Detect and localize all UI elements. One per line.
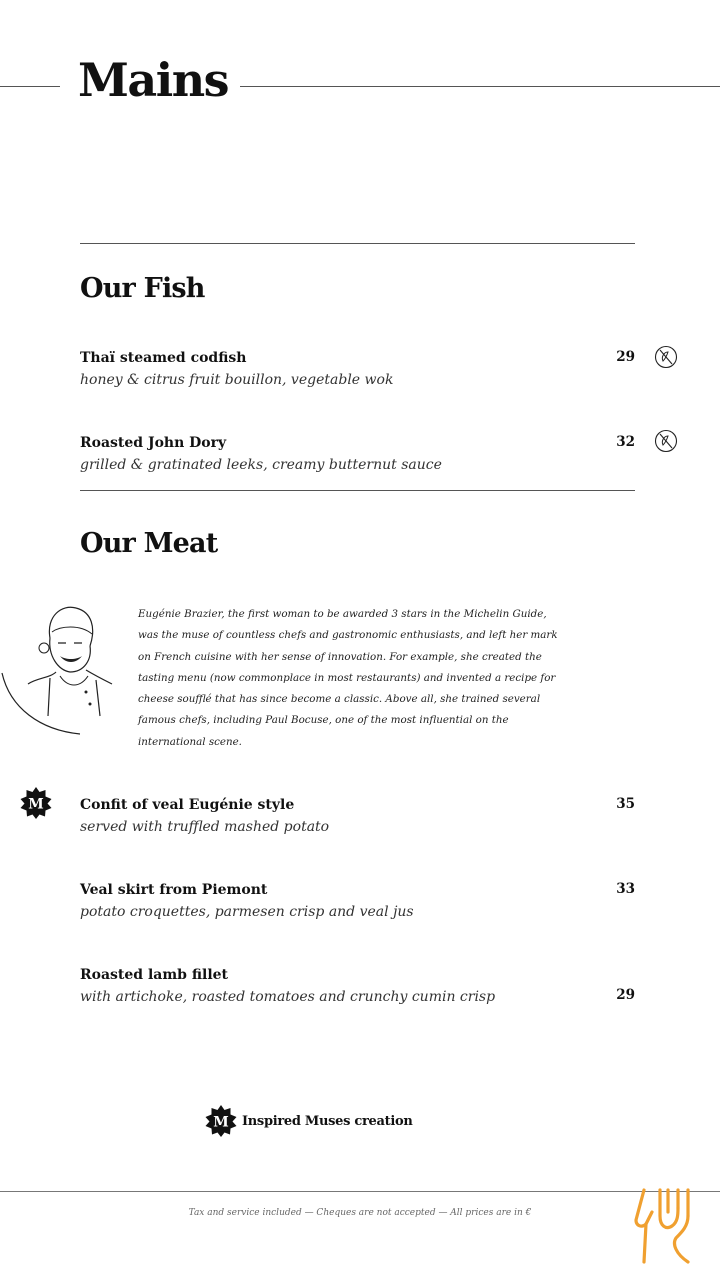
dish-name: Thaï steamed codfish bbox=[80, 350, 247, 366]
eugenie-brazier-portrait bbox=[0, 598, 140, 738]
dish-description: with artichoke, roasted tomatoes and crunchy cumin crisp bbox=[80, 989, 496, 1005]
gluten-free-icon bbox=[654, 429, 678, 453]
meat-dish-2 bbox=[80, 881, 660, 921]
meat-dish-3 bbox=[80, 966, 660, 1006]
badge-letter: M bbox=[213, 1114, 229, 1131]
muses-badge-icon bbox=[20, 787, 52, 819]
footer-rule bbox=[0, 1191, 720, 1192]
dish-description: potato croquettes, parmesen crisp and veal jus bbox=[80, 904, 414, 920]
dish-name: Roasted John Dory bbox=[80, 435, 227, 451]
dish-price: 29 bbox=[616, 987, 635, 1003]
badge-letter: M bbox=[28, 796, 44, 813]
meat-dish-1 bbox=[80, 796, 660, 836]
dish-name: Confit of veal Eugénie style bbox=[80, 797, 295, 813]
eugenie-story: Eugénie Brazier, the first woman to be awarded 3 stars in the Michelin Guide, was the muse of countless chefs and gastronomic enthusiasts, and left her mark on French cuisine with her sense of innovation. For example, she created the tasting menu (now commonplace in most restaurants) and invented a recipe for cheese soufflé that has since become a classic. Above all, she trained several famous chefs, including Paul Bocuse, one of the most influential on the international scene. bbox=[138, 608, 558, 748]
footer-note: Tax and service included — Cheques are not accepted — All prices are in € bbox=[188, 1208, 532, 1218]
dish-description: served with truffled mashed potato bbox=[80, 819, 330, 835]
dish-description: grilled & gratinated leeks, creamy butternut sauce bbox=[80, 457, 442, 473]
dish-price: 35 bbox=[616, 796, 635, 812]
muses-badge-icon bbox=[205, 1105, 237, 1137]
dish-description: honey & citrus fruit bouillon, vegetable wok bbox=[80, 372, 394, 388]
restaurant-logo-icon bbox=[632, 1186, 702, 1266]
fish-section-title: Our Fish bbox=[80, 273, 205, 304]
meat-section-rule bbox=[80, 490, 635, 491]
legend-label: Inspired Muses creation bbox=[242, 1114, 413, 1129]
page-title: Mains bbox=[78, 53, 229, 107]
dish-price: 32 bbox=[616, 434, 635, 450]
dish-price: 29 bbox=[616, 349, 635, 365]
title-rule-left bbox=[0, 86, 60, 87]
fish-dish-1 bbox=[80, 349, 660, 389]
gluten-free-icon bbox=[654, 345, 678, 369]
dish-name: Veal skirt from Piemont bbox=[80, 882, 268, 898]
title-rule-right bbox=[240, 86, 720, 87]
meat-section-title: Our Meat bbox=[80, 528, 218, 559]
fish-dish-2 bbox=[80, 434, 660, 474]
fish-section-rule bbox=[80, 243, 635, 244]
dish-price: 33 bbox=[616, 881, 635, 897]
dish-name: Roasted lamb fillet bbox=[80, 967, 229, 983]
